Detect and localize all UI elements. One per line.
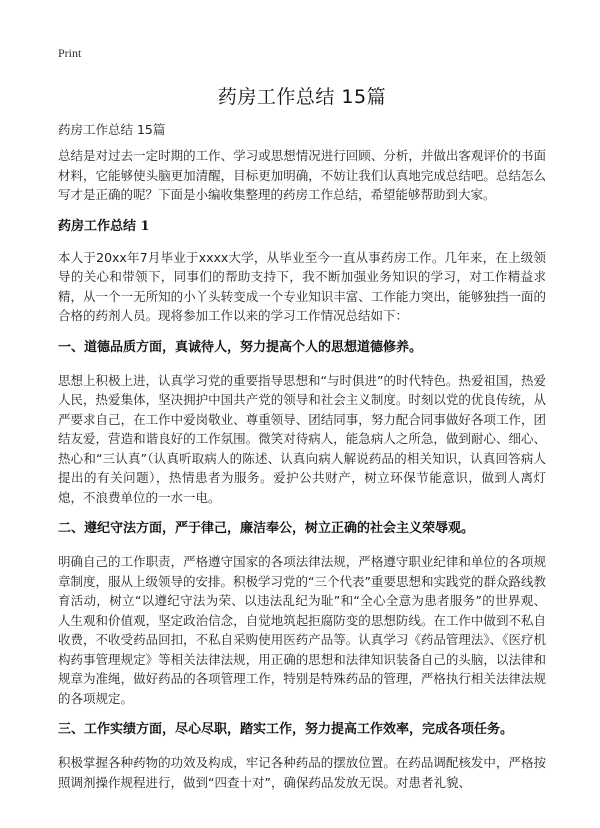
chapter-heading: 药房工作总结 1	[58, 218, 150, 234]
chapter-intro-paragraph: 本人于20xx年7月毕业于xxxx大学，从毕业至今一直从事药房工作。几年来，在上级领导的关心和带领下，同事们的帮助支持下，我不断加强业务知识的学习，对工作精益求精，从一个一无所知的小丫头转变成一个专业知识丰富、工作能力突出，能够独挡一面的合格的药剂人员。现将参加工作以来的学习工作情况总结如下：	[58, 249, 546, 323]
section-paragraph-morality: 思想上积极上进，认真学习党的重要指导思想和“与时俱进”的时代特色。热爱祖国，热爱人民，热爱集体，坚决拥护中国共产党的领导和社会主义制度。时刻以党的优良传统，从严要求自己，在工作中爱岗敬业、尊重领导、团结同事，努力配合同事做好各项工作，团结友爱，营造和谐良好的工作氛围。微笑对待病人，能急病人之所急，做到耐心、细心、热心和“三认真”（认真听取病人的陈述、认真向病人解说药品的相关知识，认真回答病人提出的有关问题），热情患者为服务。爱护公共财产，树立环保节能意识，做到人离灯熄，不浪费单位的一水一电。	[58, 372, 546, 505]
document-body	[58, 146, 546, 804]
page-title: 药房工作总结 15篇	[217, 86, 387, 108]
print-link[interactable]: Print	[58, 46, 82, 60]
section-heading-performance: 三、工作实绩方面，尽心尽职，踏实工作，努力提高工作效率，完成各项任务。	[58, 722, 514, 737]
section-heading-morality: 一、道德品质方面，真诚待人，努力提高个人的思想道德修养。	[58, 339, 423, 355]
intro-paragraph: 总结是对过去一定时期的工作、学习或思想情况进行回顾、分析，并做出客观评价的书面材料，它能够使头脑更加清醒，目标更加明确，不妨让我们认真地完成总结吧。总结怎么写才是正确的呢？下面是小编收集整理的药房工作总结，希望能够帮助到大家。	[58, 148, 546, 202]
section-paragraph-performance: 积极掌握各种药物的功效及构成，牢记各种药品的摆放位置。在药品调配核发中，严格按照调剂操作规程进行，做到“四查十对”，确保药品发放无误。对患者礼貌、	[58, 755, 546, 790]
section-paragraph-law: 明确自己的工作职责，严格遵守国家的各项法律法规，严格遵守职业纪律和单位的各项规章制度，服从上级领导的安排。积极学习党的“三个代表”重要思想和实践党的群众路线教育活动，树立“以遵纪守法为荣、以违法乱纪为耻”和“全心全意为患者服务”的世界观、人生观和价值观，坚定政治信念，自觉地筑起拒腐防变的思想防线。在工作中做到不私自收费，不收受药品回扣，不私自采购使用医药产品等。认真学习《药品管理法》、《医疗机构药事管理规定》等相关法律法规，用正确的思想和法律知识装备自己的头脑，以法律和规章为准绳，做好药品的各项管理工作，特别是特殊药品的管理，严格执行相关法律法规的各项规定。	[58, 554, 546, 706]
document-subtitle: 药房工作总结 15篇	[58, 122, 166, 137]
section-heading-law: 二、遵纪守法方面，严于律己，廉洁奉公，树立正确的社会主义荣辱观。	[58, 521, 475, 536]
